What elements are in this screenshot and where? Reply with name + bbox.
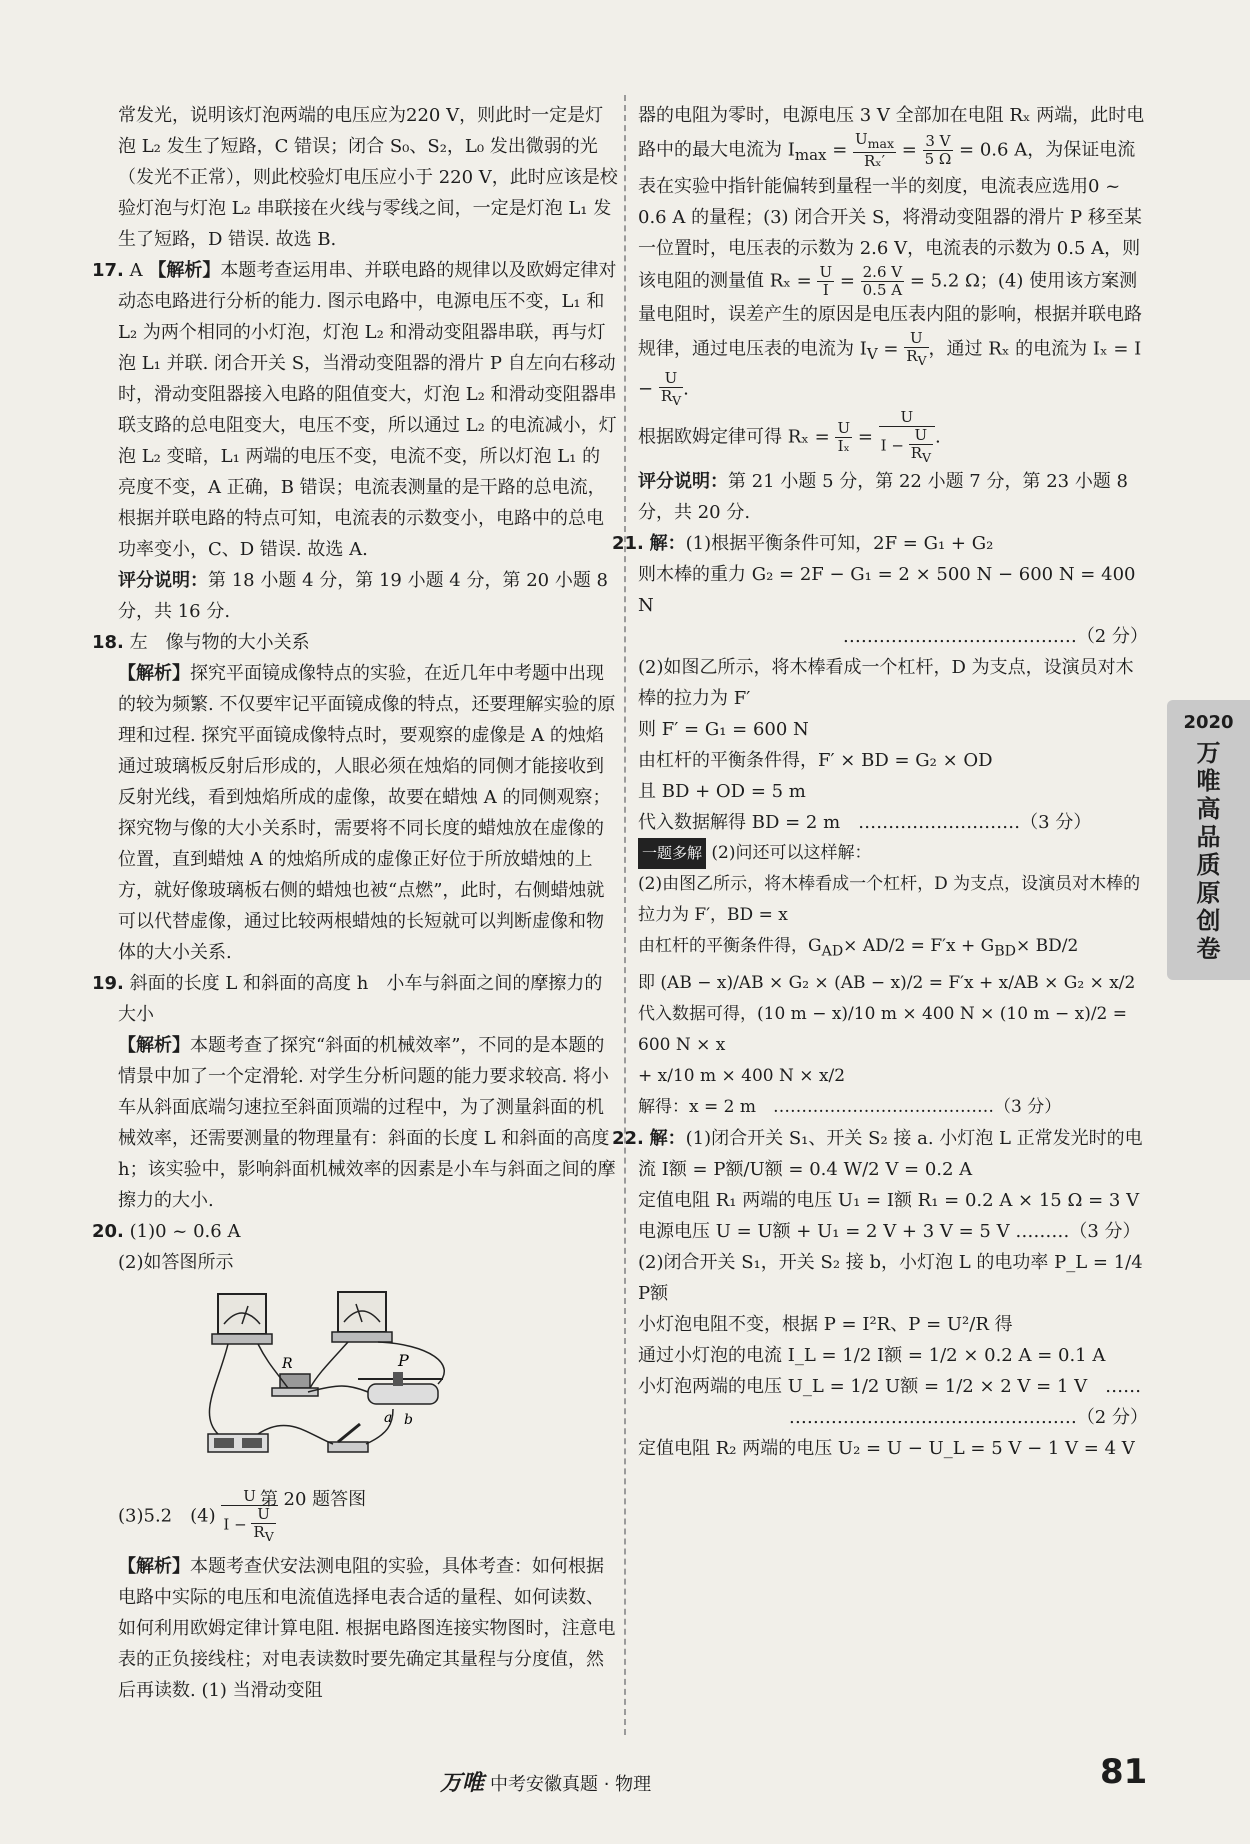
solution-line: (1)闭合开关 S₁、开关 S₂ 接 a. 小灯泡 L 正常发光时的电流 I额 = P额/U额 = 0.4 W/2 V = 0.2 A — [638, 1127, 1143, 1180]
fraction-final — [879, 409, 935, 466]
alt-line: × BD/2 — [1015, 936, 1079, 957]
alt-line: 由杠杆的平衡条件得，G — [638, 936, 822, 957]
circuit-diagram — [188, 1284, 468, 1474]
question-18 — [92, 627, 618, 968]
denominator: Rₓ′ — [863, 152, 886, 170]
page-number: 81 — [1100, 1752, 1148, 1792]
answer-part-3: (3)5.2 (4) — [118, 1505, 216, 1527]
u-symbol: U — [855, 130, 868, 148]
solution-line: 由杠杆的平衡条件得，F′ × BD = G₂ × OD — [638, 750, 993, 772]
score-line: …………………………………（2 分） — [842, 626, 1148, 648]
alt-sub: AD — [821, 943, 844, 960]
footer-text: 中考安徽真题 · 物理 — [490, 1774, 652, 1795]
numerator: U — [879, 409, 935, 427]
circuit-figure — [188, 1284, 468, 1510]
score-line: …………………………………………（2 分） — [788, 1406, 1148, 1428]
scoring-label: 评分说明： — [638, 471, 728, 493]
v-subscript: V — [921, 450, 932, 466]
question-17 — [92, 255, 618, 565]
fraction-26-05 — [861, 264, 904, 299]
resistor-label: R — [282, 1356, 293, 1372]
denominator — [879, 427, 935, 466]
question-number: 19. — [92, 973, 124, 994]
analysis-text: 本题考查了探究“斜面的机械效率”，不同的是本题的情景中加了一个定滑轮. 对学生分析问题的能力要求较高. 将小车从斜面底端匀速拉至斜面顶端的过程中，为了测量斜面的机械效率，还需要测量的物理量有：斜面的长度 L 和斜面的高度 h；该实验中，影响斜面机械效率的因素是小车与斜面之间的摩擦力的大小. — [118, 1035, 616, 1211]
v-subscript: V — [917, 353, 927, 369]
alt-line: × AD/2 = F′x + G — [843, 936, 995, 957]
alt-line: (2)由图乙所示，将木棒看成一个杠杆，D 为支点，设演员对木棒的拉力为 F′，BD = x — [638, 874, 1141, 926]
terminal-b-label: b — [404, 1412, 413, 1428]
figure-caption: 第 20 题答图 — [259, 1489, 367, 1510]
analysis-text: 本题考查运用串、并联电路的规律以及欧姆定律对动态电路进行分析的能力. 图示电路中，电源电压不变，L₁ 和 L₂ 为两个相同的小灯泡，灯泡 L₂ 和滑动变阻器串联，再与灯泡 L₁ 并联. 闭合开关 S，当滑动变阻器的滑片 P 自左向右移动时，滑动变阻器接入电路的阻值变大，灯泡 L₂ 和滑动变阻器串联支路的总电阻变大，电压不变，所以通过 L₂ 的电流减小，灯泡 L₂ 变暗，L₁ 两端的电压不变，电流不变，所以灯泡 L₁ 的亮度不变，A 正确，B 错误；电流表测量的是干路的总电流，根据并联电路的特点可知，电流表的示数变小，电路中的总电功率变小，C、D 错误. 故选 A. — [118, 260, 617, 560]
paragraph-continuation: 常发光，说明该灯泡两端的电压应为220 V，则此时一定是灯泡 L₂ 发生了短路，C 错误；闭合 S₀、S₂，L₀ 发出微弱的光（发光不正常），则此校验灯电压应小于 220 V，此时应该是校验灯泡与灯泡 L₂ 串联接在火线与零线之间，一定是灯泡 L₁ 发生了短路，D 错误. 故选 B. — [118, 105, 618, 250]
scoring-label: 评分说明： — [118, 570, 208, 591]
r-symbol: R — [906, 347, 918, 366]
question-19 — [92, 968, 618, 1216]
subscript-max: max — [794, 146, 827, 165]
analysis-text: 探究平面镜成像特点的实验，在近几年中考题中出现的较为频繁. 不仅要牢记平面镜成像的特点，还要理解实验的原理和过程. 探究平面镜成像特点时，要观察的虚像是 A 的烛焰通过玻璃板反射后形成的，人眼必须在烛焰的同侧才能接收到反射光线，看到烛焰所成的虚像，故要在蜡烛 A 的同侧观察；探究物与像的大小关系时，需要将不同长度的蜡烛放在虚像的位置，直到蜡烛 A 的烛焰所成的虚像正好位于所放蜡烛的上方，就好像玻璃板右侧的蜡烛也被“点燃”，此时，右侧蜡烛就可以代替虚像，通过比较两根蜡烛的长短就可以判断虚像和物体的大小关系. — [118, 663, 616, 963]
rv-symbol: R — [253, 1523, 265, 1541]
solution-line: 电源电压 U = U额 + U₁ = 2 V + 3 V = 5 V ………（3 分） — [638, 1220, 1141, 1242]
fraction-3v-5o — [923, 133, 954, 168]
u-subscript: max — [867, 136, 895, 151]
solution-line: 定值电阻 R₁ 两端的电压 U₁ = I额 R₁ = 0.2 A × 15 Ω = 3 V — [638, 1189, 1140, 1211]
text-segment: = 5.2 Ω；(4) 使用该方案测量电阻时，误差产生的原因是电压表内阻的影响，根据并联电路规律，通过电压表的电流为 I — [638, 270, 1142, 360]
analysis-tag: 【解析】 — [118, 1556, 190, 1577]
answer-part-1: (1)0 ~ 0.6 A — [129, 1221, 241, 1242]
inner-numerator: U — [251, 1506, 275, 1524]
text-segment: = 0.6 A，为保证电流表在实验中指针能偏转到量程一半的刻度，电流表应选用0 ~ 0.6 A 的量程；(3) 闭合开关 S，将滑动变阻器的滑片 P 移至某一位置时，电压表的示数为 2.6 V，电流表的示数为 0.5 A，则该电阻的测量值 Rₓ = — [638, 139, 1142, 292]
solution-line: 代入数据解得 BD = 2 m ………………………（3 分） — [638, 812, 1092, 834]
i-minus: I − — [880, 436, 904, 455]
numerator: U — [904, 330, 928, 348]
inner-numerator: U — [909, 427, 933, 445]
solution-line: 小灯泡两端的电压 U_L = 1/2 U额 = 1/2 × 2 V = 1 V …… — [638, 1375, 1142, 1397]
solution-tag: 解： — [649, 533, 686, 555]
solution-line: 通过小灯泡的电流 I_L = 1/2 I额 = 1/2 × 0.2 A = 0.1 A — [638, 1344, 1106, 1366]
analysis-tag: 【解析】 — [148, 260, 221, 281]
text-segment: ，通过 Rₓ 的电流为 Iₓ = I − — [638, 338, 1142, 400]
analysis-tag: 【解析】 — [118, 663, 190, 684]
question-22 — [612, 1123, 1148, 1464]
solution-line: 小灯泡电阻不变，根据 P = I²R、P = U²/R 得 — [638, 1313, 1013, 1335]
footer-brand: 万唯 — [440, 1771, 485, 1796]
solution-line: (2)闭合开关 S₁，开关 S₂ 接 b，小灯泡 L 的电功率 P_L = 1/4 P额 — [638, 1251, 1143, 1304]
scoring-note — [638, 466, 1148, 528]
ohm-law-result: 根据欧姆定律可得 Rₓ = $\frac{U}{\text{Iₓ}}$ = U I − $\frac{U}{R_V}$ . — [638, 408, 941, 466]
numerator: U — [659, 370, 683, 388]
alt-line: 代入数据可得，(10 m − x)/10 m × 400 N × (10 m − x)/2 = 600 N × x — [638, 1003, 1128, 1055]
solution-line: 则 F′ = G₁ = 600 N — [638, 719, 809, 741]
numerator — [853, 131, 896, 153]
scoring-text: 第 18 小题 4 分，第 19 小题 4 分，第 20 小题 8 分，共 16 分. — [118, 570, 609, 622]
alt-line: + x/10 m × 400 N × x/2 — [638, 1065, 846, 1086]
question-number: 21. — [612, 533, 644, 555]
alt-sub: BD — [994, 943, 1016, 960]
denominator-i: I — [223, 1515, 230, 1534]
denominator: 5 Ω — [924, 150, 952, 168]
denominator: Iₓ — [837, 437, 850, 456]
question-20 — [92, 1216, 618, 1278]
alt-line: 解得：x = 2 m …………………………………（3 分） — [638, 1096, 1062, 1117]
inner-denominator: $R_V$ — [253, 1523, 274, 1544]
solution-line: (2)如图乙所示，将木棒看成一个杠杆，D 为支点，设演员对木棒的拉力为 F′ — [638, 657, 1134, 710]
side-tab — [1167, 700, 1250, 980]
analysis-text: 本题考查伏安法测电阻的实验，具体考查：如何根据电路中实际的电压和电流值选择电表合适的量程、如何读数、如何利用欧姆定律计算电阻. 根据电路图连接实物图时，注意电表的正负接线柱；对电表读数时要先确定其量程与分度值，然后再读数. (1) 当滑动变阻 — [118, 1556, 616, 1701]
inner-denominator — [909, 445, 933, 466]
scoring-note — [118, 565, 618, 627]
question-number: 17. — [92, 260, 124, 281]
numerator: 3 V — [923, 133, 954, 151]
fraction-imax — [853, 131, 896, 170]
denominator: I − $\frac{U}{R_V}$ — [223, 1505, 274, 1544]
question-number: 20. — [92, 1221, 124, 1242]
answer-part-2: (2)如答图所示 — [118, 1252, 234, 1273]
inner-fraction — [909, 427, 933, 466]
question-20-analysis — [118, 1551, 618, 1706]
numerator: U — [837, 419, 851, 438]
side-tab-title: 万唯高品质原创卷 — [1196, 739, 1221, 963]
alt-line: 即 (AB − x)/AB × G₂ × (AB − x)/2 = F′x + x/AB × G₂ × x/2 — [638, 972, 1136, 993]
alt-title: (2)问还可以这样解： — [711, 843, 872, 864]
denominator — [659, 388, 683, 409]
answer: 左 像与物的大小关系 — [129, 632, 310, 653]
denominator: I — [822, 281, 829, 300]
solution-line: 则木棒的重力 G₂ = 2F − G₁ = 2 × 500 N − 600 N = 400 N — [638, 564, 1136, 617]
question-21 — [612, 528, 1148, 838]
text-segment: 器的电阻为零时，电源电压 3 V 全部加在电阻 Rₓ 两端，此时电路中的最大电流为 I — [638, 105, 1145, 161]
v-subscript: V — [672, 393, 682, 409]
right-column — [612, 100, 1148, 1464]
answer: A — [129, 260, 143, 281]
solution-line: 且 BD + OD = 5 m — [638, 781, 806, 803]
alternative-solution — [638, 838, 1148, 1122]
solution-line: 定值电阻 R₂ 两端的电压 U₂ = U − U_L = 5 V − 1 V = 4 V — [638, 1437, 1135, 1459]
solution-tag: 解： — [649, 1127, 686, 1149]
page-footer — [440, 1766, 651, 1797]
text-segment: 根据欧姆定律可得 Rₓ = — [638, 426, 830, 448]
fraction-u-i — [817, 264, 834, 299]
answer: 斜面的长度 L 和斜面的高度 h 小车与斜面之间的摩擦力的大小 — [118, 973, 603, 1025]
side-tab-year: 2020 — [1183, 712, 1234, 733]
fraction-u-ix — [835, 420, 852, 455]
subscript-v: V — [866, 345, 878, 364]
column-divider — [624, 95, 626, 1735]
left-column — [92, 100, 618, 1706]
alt-solution-badge: 一题多解 — [638, 838, 706, 869]
numerator: U — [819, 263, 833, 282]
denominator — [904, 348, 928, 369]
analysis-tag: 【解析】 — [118, 1035, 190, 1056]
question-number: 18. — [92, 632, 124, 653]
fraction-u-rv — [904, 330, 928, 369]
fraction-u-rv-2 — [659, 370, 683, 409]
r-symbol: R — [910, 444, 922, 463]
r-symbol: R — [660, 387, 673, 406]
scoring-text: 第 21 小题 5 分，第 22 小题 7 分，第 23 小题 8 分，共 20 分. — [638, 471, 1129, 524]
slider-label: P — [398, 1351, 409, 1370]
terminal-a-label: a — [384, 1410, 393, 1426]
paragraph-continuation: 器的电阻为零时，电源电压 3 V 全部加在电阻 Rₓ 两端，此时电路中的最大电流为 $I_{max}$ = $\frac{U_{max}}{\text{Rₓ′}}$ = $\frac{3 V}{5 \Omega}$ = 0.6 A，为保证电流表在实验中指针能偏转到量程一半的刻度，电流表应选用0 ~ 0.6 A 的量程；(3) 闭合开关 S，将滑动变阻器的滑片 P 移至某一位置时，电压表的示数为 2.6 V，电流表的示数为 0.5 A，则该电阻的测量值 Rₓ = $\frac{U}{I}$ = $\frac{2.6 V}{0.5 A}$ = 5.2 Ω；(4) 使用该方案测量电阻时，误差产生的原因是电压表内阻的影响，根据并联电路规律，通过电压表的电流为 $I_V$ = $\frac{U}{R_V}$ ，通过 Rₓ 的电流为 Iₓ = I − $\frac{U}{R_V}$ . — [638, 105, 1145, 409]
numerator: U — [221, 1488, 277, 1506]
solution-line: (1)根据平衡条件可知，2F = G₁ + G₂ — [685, 533, 994, 555]
question-number: 22. — [612, 1127, 644, 1149]
denominator: 0.5 A — [862, 281, 903, 300]
numerator: 2.6 V — [862, 263, 903, 282]
